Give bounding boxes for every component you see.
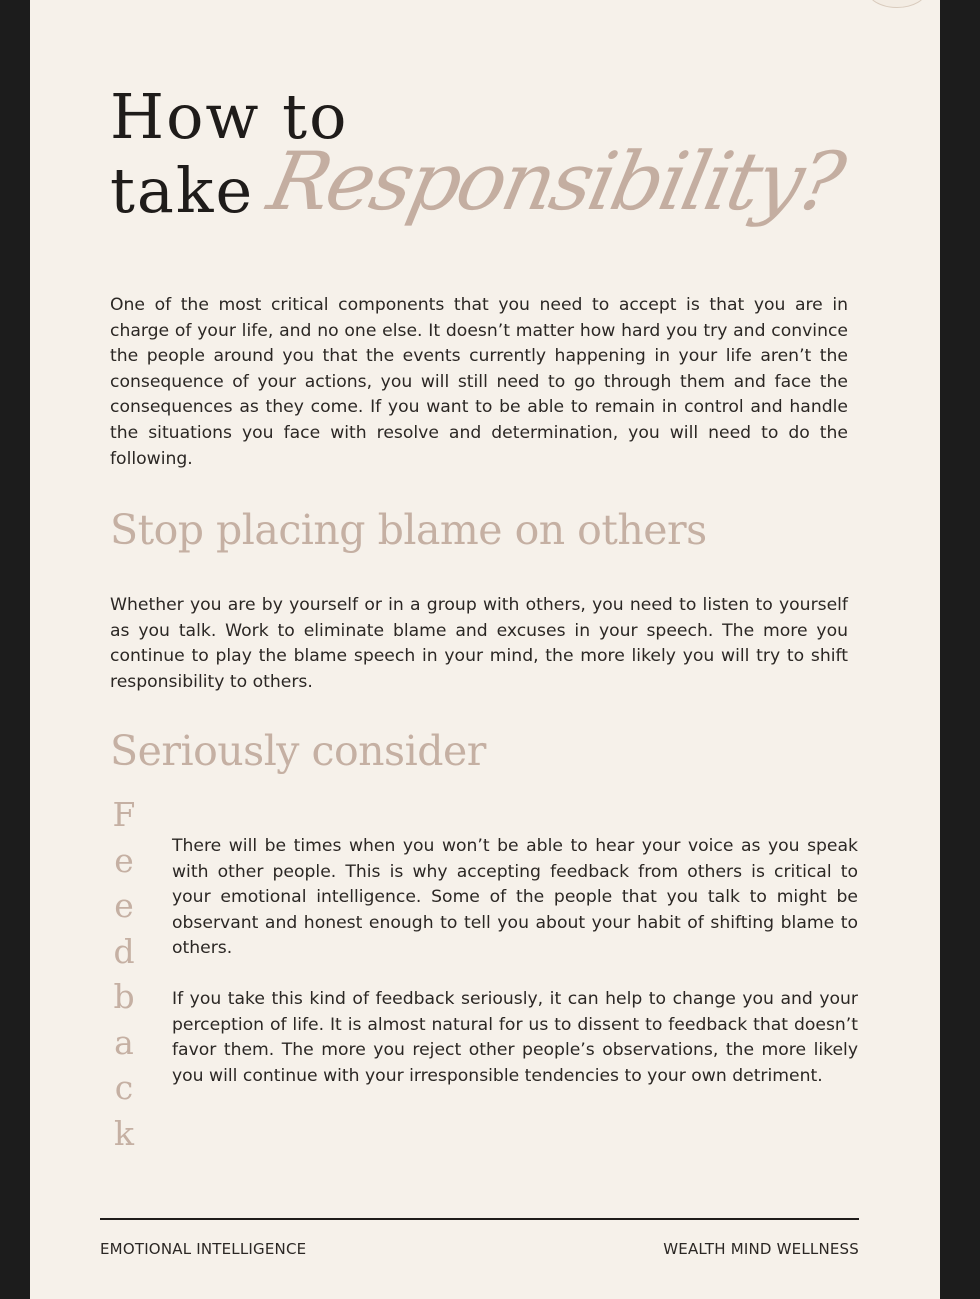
footer-left-label: EMOTIONAL INTELLIGENCE (100, 1240, 307, 1258)
section-heading-consider: Seriously consider (110, 727, 486, 775)
feedback-paragraph-2: If you take this kind of feedback seriously, it can help to change you and your perception of life. It is almost natural for us to dissent to feedback that doesn’t favor them. The more you reject other people’s observations, the more likely you will continue with your irresponsible tendencies to your own detriment. (172, 989, 858, 1086)
corner-badge (867, 0, 927, 8)
document-page (30, 0, 940, 1299)
blame-paragraph: Whether you are by yourself or in a group with others, you need to listen to yourself as you talk. Work to eliminate blame and excuses in your speech. The more you continue to play the blame speech in your mind, the more likely you will try to shift responsibility to others. (110, 595, 848, 692)
title-line-1: How to (110, 80, 349, 153)
footer-right-label: WEALTH MIND WELLNESS (663, 1240, 859, 1258)
title-line-2: take (110, 154, 255, 227)
vertical-letter-0: F (112, 795, 136, 834)
feedback-paragraph-1: There will be times when you won’t be able to hear your voice as you speak with other people. This is why accepting feedback from others is critical to your emotional intelligence. Some of the people that you talk to might be observant and honest enough to tell you about your habit of shifting blame to others. (172, 836, 858, 959)
vertical-letter-3: d (113, 931, 135, 971)
vertical-letter-2: e (114, 886, 134, 925)
vertical-word-feedback (110, 792, 138, 1156)
vertical-letter-1: e (114, 840, 134, 880)
footer-divider (100, 1218, 859, 1220)
vertical-letter-4: b (113, 977, 135, 1016)
title-script-word: Responsibility? (260, 135, 850, 228)
section-heading-blame: Stop placing blame on others (110, 506, 707, 554)
vertical-letter-6: c (114, 1068, 134, 1107)
vertical-letter-7: k (114, 1113, 134, 1153)
intro-paragraph: One of the most critical components that you need to accept is that you are in charge of your life, and no one else. It doesn’t matter how hard you try and convince the people around you that the events currently happening in your life aren’t the consequence of your actions, you will still need to go through them and face the consequences as they come. If you want to be able to remain in control and handle the situations you face with resolve and determination, you will need to do the following. (110, 295, 848, 469)
vertical-letter-5: a (114, 1022, 134, 1062)
